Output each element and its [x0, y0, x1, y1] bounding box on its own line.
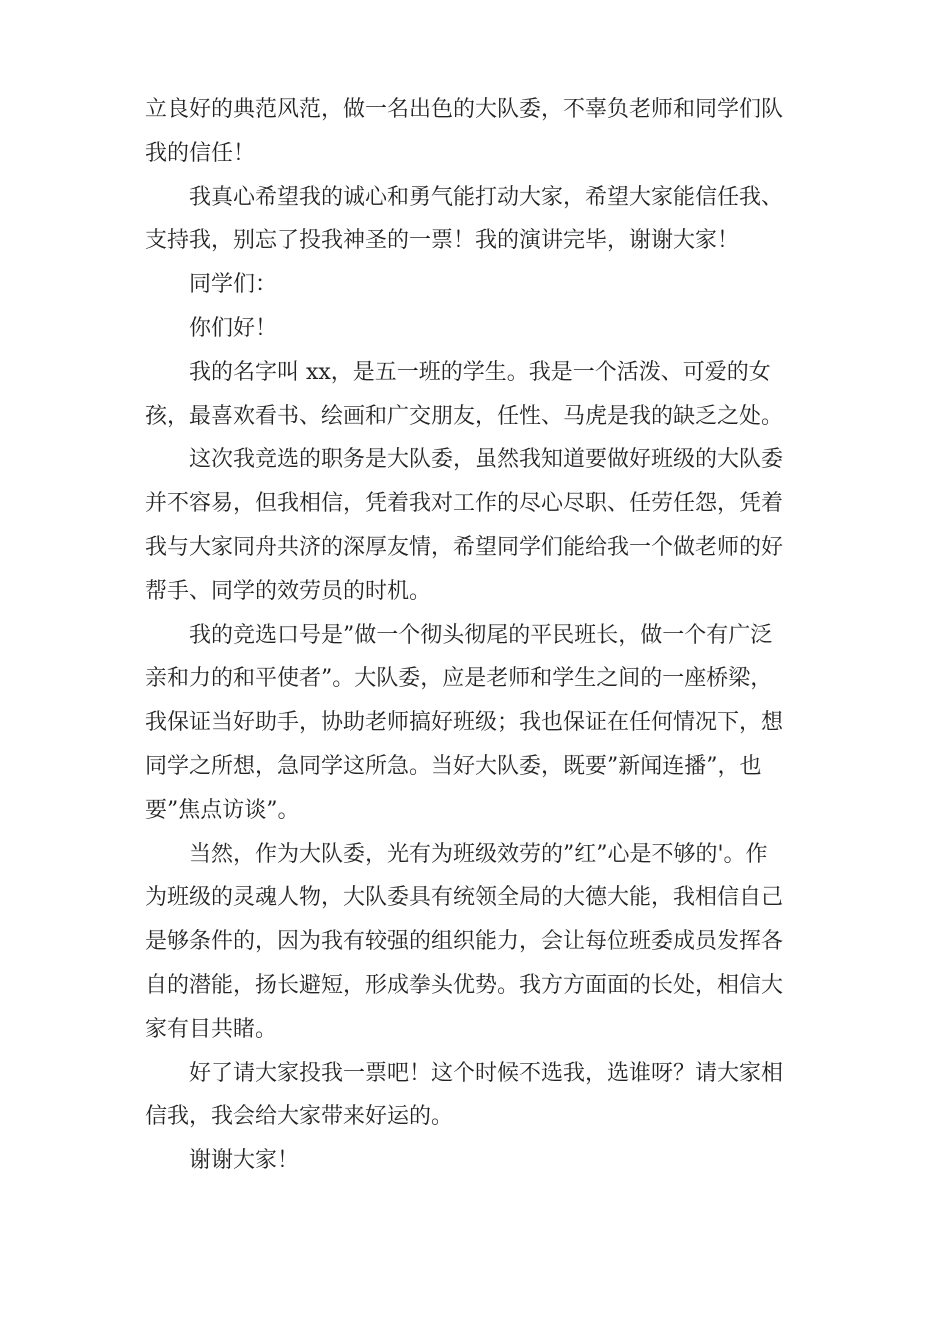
paragraph: [145, 614, 805, 833]
text-line: 当然，作为大队委，光有为班级效劳的”红”心是不够的'。作: [189, 841, 768, 867]
text-line: 孩，最喜欢看书、绘画和广交朋友，任性、马虎是我的缺乏之处。: [145, 403, 784, 429]
paragraph: [145, 263, 805, 307]
text-line: 为班级的灵魂人物，大队委具有统领全局的大德大能，我相信自己: [145, 885, 784, 911]
paragraph: [145, 351, 805, 439]
text-line: 家有目共睹。: [145, 1016, 278, 1042]
text-line: 这次我竞选的职务是大队委，虽然我知道要做好班级的大队委: [189, 447, 784, 473]
text-line: 立良好的典范风范，做一名出色的大队委，不辜负老师和同学们队: [145, 97, 784, 122]
text-line: 要”焦点访谈”。: [145, 797, 300, 823]
text-line: 亲和力的和平使者”。大队委，应是老师和学生之间的一座桥梁，: [145, 666, 773, 692]
text-line: 同学之所想，急同学这所急。当好大队委，既要”新闻连播”，也: [145, 753, 762, 779]
text-line: 信我，我会给大家带来好运的。: [145, 1104, 454, 1130]
paragraph: [145, 1139, 805, 1183]
text-line: 自的潜能，扬长避短，形成拳头优势。我方方面面的长处，相信大: [145, 972, 784, 998]
document-body: [145, 88, 805, 1183]
paragraph: [145, 176, 805, 264]
greeting: 你们好！: [189, 315, 278, 341]
text-line: 帮手、同学的效劳员的时机。: [145, 578, 432, 604]
text-line: 好了请大家投我一票吧！这个时候不选我，选谁呀？请大家相: [189, 1060, 784, 1086]
closing: 谢谢大家！: [189, 1148, 300, 1174]
paragraph: [145, 438, 805, 613]
text-line: 是够条件的，因为我有较强的组织能力，会让每位班委成员发挥各: [145, 929, 784, 955]
text-line: 并不容易，但我相信，凭着我对工作的尽心尽职、任劳任怨，凭着: [145, 491, 784, 517]
text-line: 我与大家同舟共济的深厚友情，希望同学们能给我一个做老师的好: [145, 534, 784, 560]
text-line: 支持我，别忘了投我神圣的一票！我的演讲完毕，谢谢大家！: [145, 228, 740, 254]
text-line: 我的信任！: [145, 140, 256, 166]
paragraph: [145, 307, 805, 351]
paragraph: [145, 1052, 805, 1140]
text-line: 我的名字叫 xx，是五一班的学生。我是一个活泼、可爱的女: [189, 359, 771, 385]
paragraph: [145, 88, 805, 176]
text-line: 我的竞选口号是”做一个彻头彻尾的平民班长，做一个有广泛: [189, 622, 773, 648]
text-line: 我保证当好助手，协助老师搞好班级；我也保证在任何情况下，想: [145, 710, 784, 736]
text-line: 我真心希望我的诚心和勇气能打动大家，希望大家能信任我、: [189, 184, 784, 210]
paragraph: [145, 833, 805, 1052]
salutation: 同学们：: [189, 272, 278, 298]
